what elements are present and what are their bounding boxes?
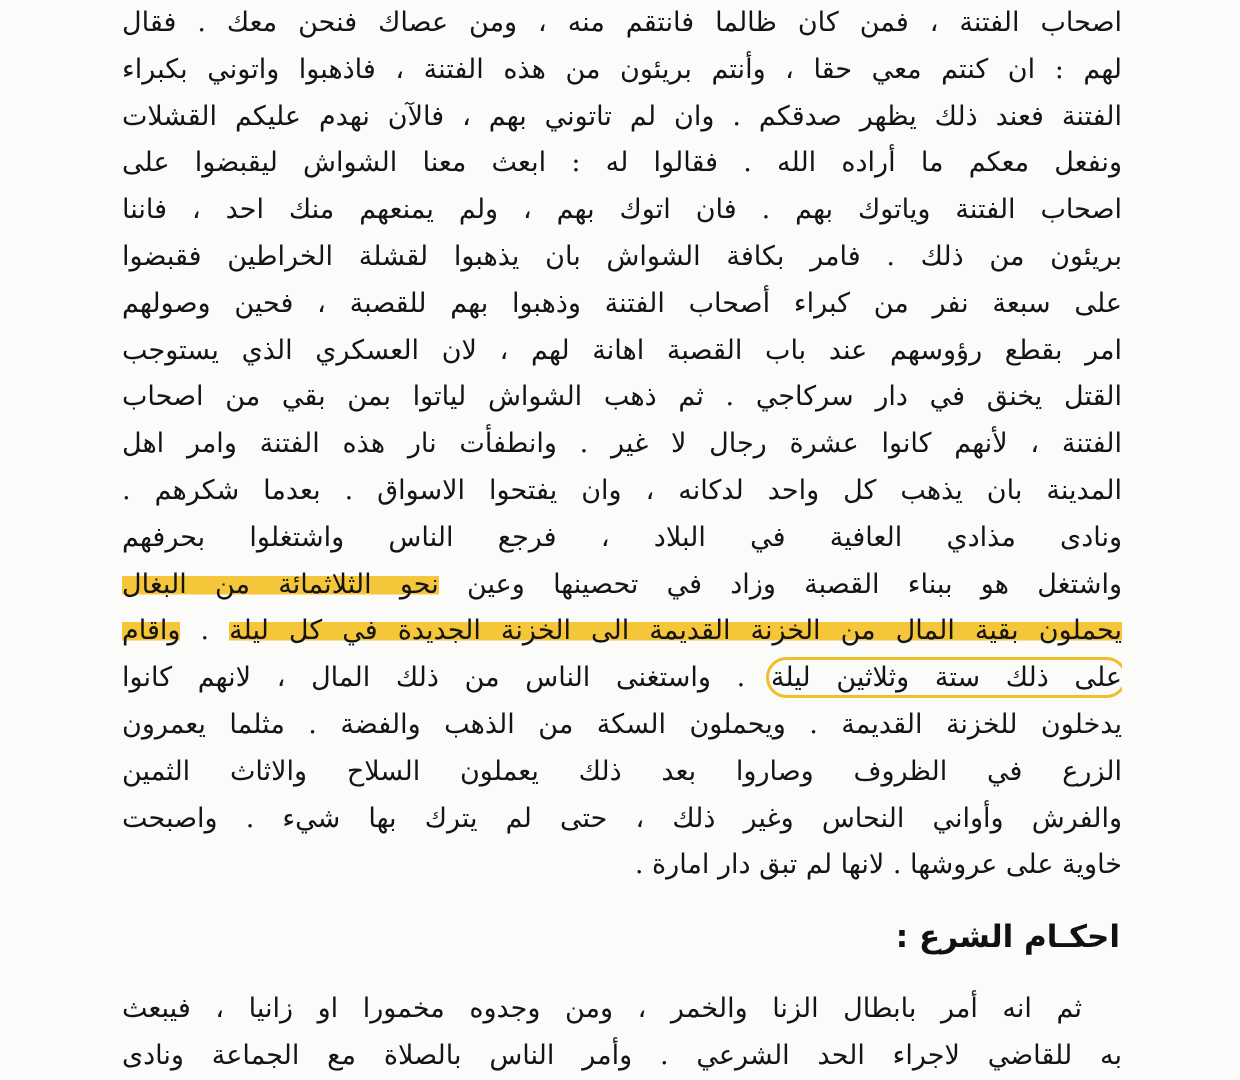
paragraph-1 <box>122 0 1122 889</box>
text-line-18: والفرش وأواني النحاس وغير ذلك ، حتى لم يترك بها شيء . واصبحت <box>122 802 1122 834</box>
line-13-plain: واشتغل هو ببناء القصبة وزاد في تحصينها وعين <box>466 568 1122 600</box>
highlighted-phrase-mules: نحو الثلاثمائة من البغال <box>122 568 439 600</box>
text-line-19: خاوية على عروشها . لانها لم تبق دار امارة . <box>634 849 1122 881</box>
text-line-3: الفتنة فعند ذلك يظهر صدقكم . وان لم تاتوني بهم ، فالآن نهدم عليكم القشلات <box>122 100 1122 132</box>
text-line-8: امر بقطع رؤوسهم عند باب القصبة اهانة لهم ، لان العسكري الذي يستوجب <box>122 334 1122 366</box>
text-line-21: به للقاضي لاجراء الحد الشرعي . وأمر الناس بالصلاة مع الجماعة ونادى <box>122 1039 1122 1071</box>
text-line-15 <box>122 655 1122 702</box>
text-line-7: على سبعة نفر من كبراء أصحاب الفتنة وذهبوا بهم للقصبة ، فحين وصولهم <box>122 287 1122 319</box>
highlighted-phrase-treasury: يحملون بقية المال من الخزنة القديمة الى الخزنة الجديدة في كل ليلة <box>229 615 1122 647</box>
text-line-5: اصحاب الفتنة وياتوك بهم . فان اتوك بهم ، ولم يمنعهم منك احد ، فاننا <box>122 194 1122 226</box>
text-line-9: القتل يخنق في دار سركاجي . ثم ذهب الشواش لياتوا بمن بقي من اصحاب <box>122 381 1122 413</box>
text-line-10: الفتنة ، لأنهم كانوا عشرة رجال لا غير . وانطفأت نار هذه الفتنة وامر اهل <box>122 428 1122 460</box>
text-line-11: المدينة بان يذهب كل واحد لدكانه ، وان يفتحوا الاسواق . بعدما شكرهم . <box>122 474 1122 506</box>
text-line-13 <box>122 562 1122 609</box>
text-line-4: ونفعل معكم ما أراده الله . فقالوا له : ابعث معنا الشواش ليقبضوا على <box>122 147 1122 179</box>
line-14-separator: . <box>180 615 230 647</box>
highlighted-word-stayed: واقام <box>122 615 181 647</box>
section-heading: احكـام الشرع : <box>895 919 1120 955</box>
text-line-2: لهم : ان كنتم معي حقا ، وأنتم بريئون من هذه الفتنة ، فاذهبوا واتوني بكبراء <box>122 53 1122 85</box>
circled-phrase-36-nights: على ذلك ستة وثلاثين ليلة <box>770 662 1122 694</box>
paragraph-2 <box>122 986 1122 1080</box>
text-line-1: اصحاب الفتنة ، فمن كان ظالما فانتقم منه ، ومن عصاك فنحن معك . فقال <box>122 7 1122 38</box>
text-line-17: الزرع في الظروف وصاروا بعد ذلك يعملون السلاح والاثاث الثمين <box>122 755 1122 787</box>
text-line-16: يدخلون للخزنة القديمة . ويحملون السكة من الذهب والفضة . مثلما يعمرون <box>122 708 1122 740</box>
text-line-20: ثم انه أمر بابطال الزنا والخمر ، ومن وجدوه مخمورا او زانيا ، فيبعث <box>122 993 1082 1024</box>
line-15-plain: . واستغنى الناس من ذلك المال ، لانهم كانوا <box>122 662 771 694</box>
text-line-12: ونادى مذادي العافية في البلاد ، فرجع الناس واشتغلوا بحرفهم <box>122 521 1122 553</box>
text-line-14 <box>122 608 1122 655</box>
text-line-6: بريئون من ذلك . فامر بكافة الشواش بان يذهبوا لقشلة الخراطين فقبضوا <box>122 240 1122 272</box>
